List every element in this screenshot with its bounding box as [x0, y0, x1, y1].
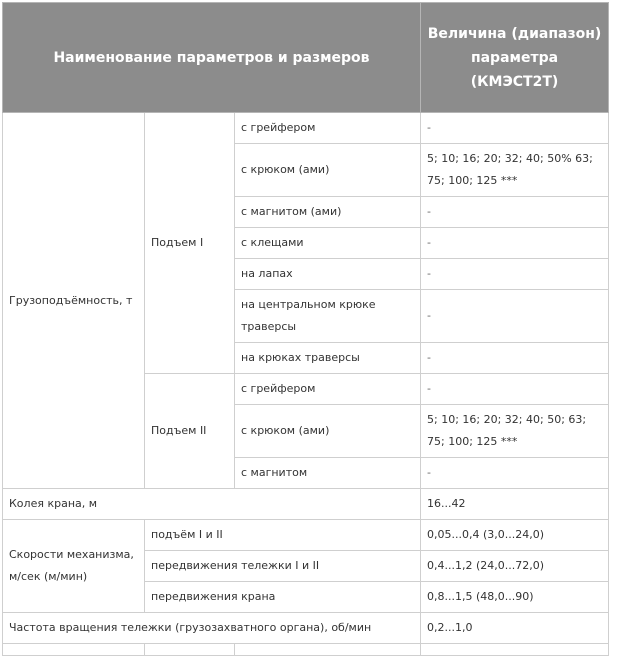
table-row [3, 489, 609, 520]
lift1-item-name: с клещами [235, 228, 421, 259]
gauge-value: 16...42 [421, 489, 609, 520]
lift1-item-value: - [421, 343, 609, 374]
lift1-item-value: - [421, 197, 609, 228]
lift1-label: Подъем I [145, 113, 235, 374]
speed-item-name: подъём I и II [145, 520, 421, 551]
lift2-item-name: с крюком (ами) [235, 405, 421, 458]
header-parameter-value: Величина (диапазон) параметра (КМЭСТ2Т) [421, 3, 609, 113]
capacity-label: Грузоподъёмность, т [3, 113, 145, 489]
lift1-item-name: с грейфером [235, 113, 421, 144]
parameters-table [2, 2, 609, 656]
speed-item-value: 0,4...1,2 (24,0...72,0) [421, 551, 609, 582]
lift2-label: Подъем II [145, 374, 235, 489]
table-header-row [3, 3, 609, 113]
lift1-item-value: - [421, 259, 609, 290]
speeds-label: Скорости механизма, м/сек (м/мин) [3, 520, 145, 613]
lift2-item-value: 5; 10; 16; 20; 32; 40; 50; 63; 75; 100; 125 *** [421, 405, 609, 458]
header-parameter-name: Наименование параметров и размеров [3, 3, 421, 113]
lift1-item-value: - [421, 113, 609, 144]
lift1-item-value: 5; 10; 16; 20; 32; 40; 50% 63; 75; 100; 125 *** [421, 144, 609, 197]
table-row [3, 113, 609, 144]
speed-item-name: передвижения тележки I и II [145, 551, 421, 582]
lift1-item-value: - [421, 290, 609, 343]
lift1-item-name: с магнитом (ами) [235, 197, 421, 228]
table-row [3, 613, 609, 644]
lift1-item-value: - [421, 228, 609, 259]
speed-item-value: 0,8...1,5 (48,0...90) [421, 582, 609, 613]
lift1-item-name: на крюках траверсы [235, 343, 421, 374]
speed-item-name: передвижения крана [145, 582, 421, 613]
table-row-cut [3, 644, 609, 656]
lift2-item-value: - [421, 458, 609, 489]
speed-item-value: 0,05...0,4 (3,0...24,0) [421, 520, 609, 551]
lift1-item-name: с крюком (ами) [235, 144, 421, 197]
table-row [3, 520, 609, 551]
lift2-item-value: - [421, 374, 609, 405]
lift1-item-name: на лапах [235, 259, 421, 290]
lift2-item-name: с магнитом [235, 458, 421, 489]
gauge-label: Колея крана, м [3, 489, 421, 520]
rotation-value: 0,2...1,0 [421, 613, 609, 644]
lift1-item-name: на центральном крюке траверсы [235, 290, 421, 343]
lift2-item-name: с грейфером [235, 374, 421, 405]
rotation-label: Частота вращения тележки (грузозахватного органа), об/мин [3, 613, 421, 644]
